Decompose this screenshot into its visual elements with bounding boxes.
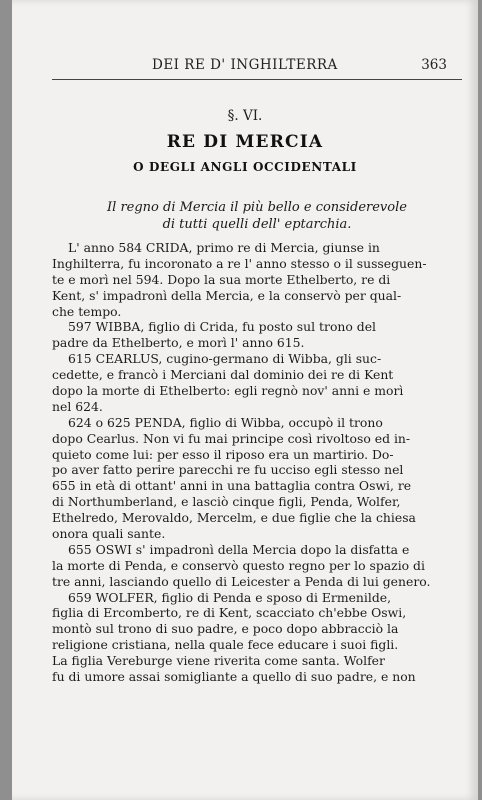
text-line: Ethelredo, Merovaldo, Mercelm, e due figlie che la chiesa — [52, 510, 416, 526]
running-title: DEI RE D' INGHILTERRA — [152, 57, 338, 73]
section-label: §. VI. — [227, 108, 263, 124]
running-header — [52, 57, 462, 79]
text-line: dopo Cearlus. Non vi fu mai principe così rivoltoso ed in- — [52, 430, 411, 446]
chapter-subtitle: O DEGLI ANGLI OCCIDENTALI — [133, 160, 357, 174]
text-line: padre da Ethelberto, e morì l' anno 615. — [52, 335, 305, 351]
header-rule — [52, 79, 462, 80]
text-line: religione cristiana, nella quale fece educare i suoi figli. — [52, 637, 399, 653]
text-line: L' anno 584 CRIDA, primo re di Mercia, giunse in — [68, 240, 380, 255]
text-line: 655 OSWI s' impadronì della Mercia dopo la disfatta e — [68, 541, 410, 557]
text-line: 615 CEARLUS, cugino-germano di Wibba, gli suc- — [68, 351, 382, 367]
text-line: montò sul trono di suo padre, e poco dopo abbracciò la — [52, 621, 399, 637]
text-line: di Northumberland, e lasciò cinque figli, Penda, Wolfer, — [52, 494, 401, 510]
text-line: 624 o 625 PENDA, figlio di Wibba, occupò il trono — [68, 414, 383, 430]
intro-line: Il regno di Mercia il più bello e considerevole — [107, 200, 407, 215]
text-line: po aver fatto perire parecchi re fu ucciso egli stesso nel — [52, 462, 404, 478]
text-line: te e morì nel 594. Dopo la sua morte Ethelberto, re di — [52, 271, 391, 287]
chapter-title: RE DI MERCIA — [166, 132, 324, 152]
text-line: onora quali sante. — [52, 526, 166, 542]
text-line: dopo la morte di Ethelberto: egli regnò nov' anni e morì — [52, 383, 404, 399]
text-line: Kent, s' impadronì della Mercia, e la conservò per qual- — [52, 287, 402, 303]
intro-summary — [52, 199, 462, 233]
body-text — [52, 240, 472, 685]
text-line: figlia di Ercomberto, re di Kent, scacciato ch'ebbe Oswi, — [52, 605, 407, 621]
text-line: cedette, e francò i Merciani dal dominio dei re di Kent — [52, 367, 394, 383]
text-line: la morte di Penda, e conservò questo regno per lo spazio di — [52, 557, 425, 573]
intro-line: di tutti quelli dell' eptarchia. — [162, 217, 352, 232]
text-line: 655 in età di ottant' anni in una battaglia contra Oswi, re — [52, 478, 412, 494]
text-line: Inghilterra, fu incoronato a re l' anno stesso o il susseguen- — [52, 255, 427, 271]
text-line: quieto come lui: per esso il riposo era un martirio. Do- — [52, 446, 394, 462]
text-line: che tempo. — [52, 303, 122, 319]
text-line: fu di umore assai somigliante a quello di suo padre, e non — [52, 669, 416, 685]
book-page — [12, 0, 478, 800]
text-line: 659 WOLFER, figlio di Penda e sposo di Ermenilde, — [68, 589, 392, 605]
page-number: 363 — [421, 57, 447, 73]
text-line: 597 WIBBA, figlio di Crida, fu posto sul trono del — [68, 319, 377, 335]
text-line: tre anni, lasciando quello di Leicester a Penda di lui genero. — [52, 573, 431, 589]
text-line: La figlia Vereburge viene riverita come santa. Wolfer — [52, 653, 385, 669]
text-line: nel 624. — [52, 398, 103, 414]
